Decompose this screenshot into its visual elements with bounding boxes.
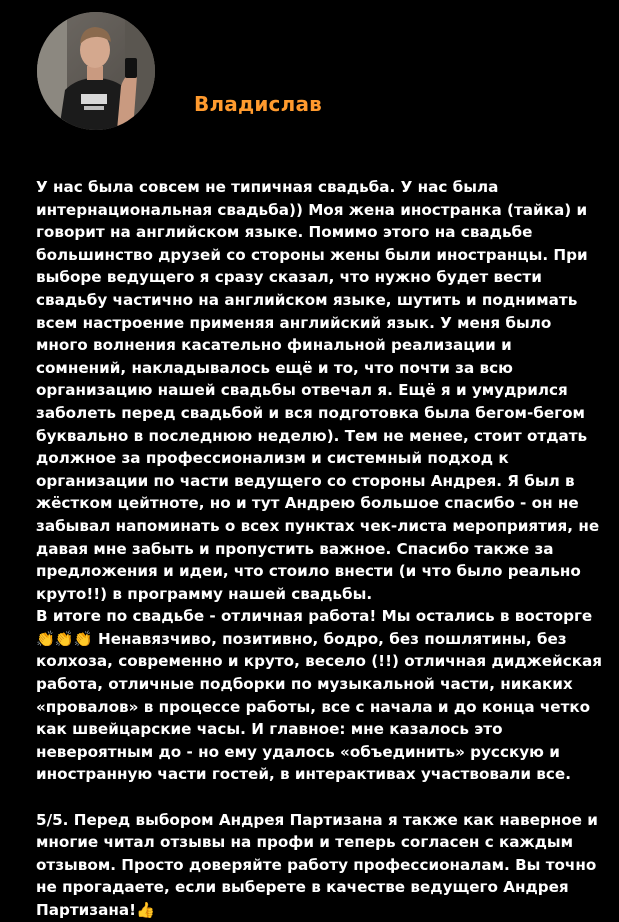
author-name: Владислав xyxy=(194,92,323,116)
avatar xyxy=(37,12,155,130)
avatar-photo xyxy=(37,12,155,130)
review-paragraph: В итоге по свадьбе - отличная работа! Мы остались в восторге👏👏👏 Ненавязчиво, позитивно, бодро, без пошлятины, без колхоза, современно и круто, весело (!!) отличная диджейская работа, отличные подборки по музыкальной части, никаких «провалов» в процессе работы, все с начала и до конца четко как швейцарские часы. И главное: мне казалось это невероятным до - но ему удалось «объединить» русскую и иностранную части гостей, в интерактивах участвовали все. xyxy=(36,607,603,784)
review-paragraph: У нас была совсем не типичная свадьба. У нас была интернациональная свадьба)) Моя жена иностранка (тайка) и говорит на английском языке. Помимо этого на свадьбе большинство друзей со стороны жены были иностранцы. При выборе ведущего я сразу сказал, что нужно будет вести свадьбу частично на английском языке, шутить и поднимать всем настроение применяя английский язык. У меня было много волнения касательно финальной реализации и сомнений, накладывалось ещё и то, что почти за всю организацию нашей свадьбы отвечал я. Ещё я и умудрился заболеть перед свадьбой и вся подготовка была бегом-бегом буквально в последнюю неделю). Тем не менее, стоит отдать должное за профессионализм и системный подход к организации по части ведущего со стороны Андрея. Я был в жёстком цейтноте, но и тут Андрею большое спасибо - он не забывал напоминать о всех пунктах чек-листа мероприятия, не давая мне забыть и пропустить важное. Спасибо также за предложения и идеи, что стоило внести (и что было реально круто!!) в программу нашей свадьбы. xyxy=(36,178,600,603)
review-text xyxy=(36,176,602,922)
review-paragraph: 5/5. Перед выбором Андрея Партизана я также как наверное и многие читал отзывы на профи и теперь согласен с каждым отзывом. Просто доверяйте работу профессионалам. Вы точно не прогадаете, если выберете в качестве ведущего Андрея Партизана!👍 xyxy=(36,810,598,919)
